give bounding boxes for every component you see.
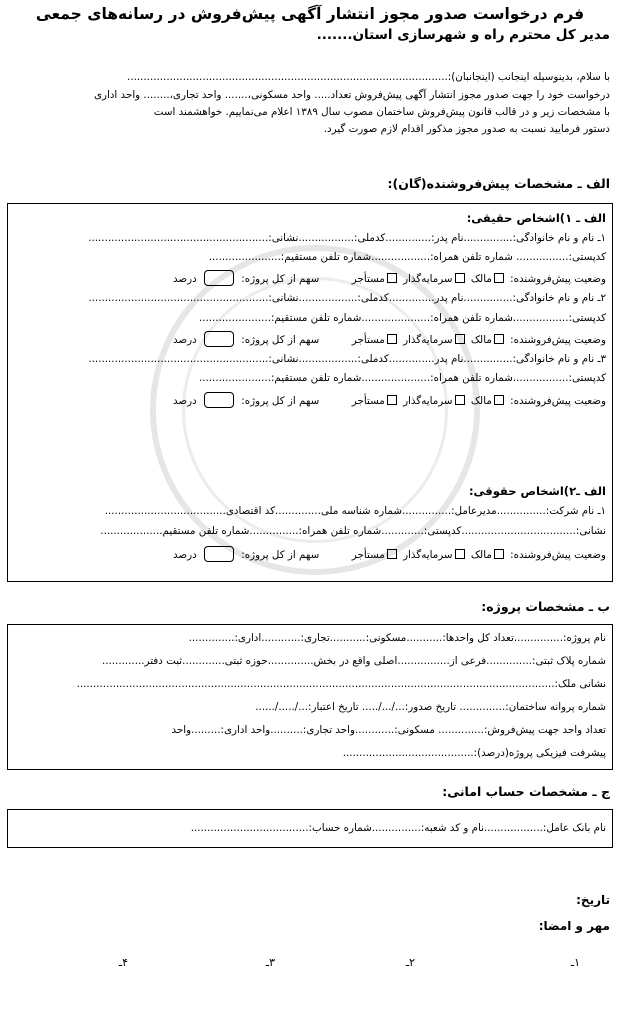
section-c-box xyxy=(7,809,613,848)
intro-line-3: با مشخصات زیر و در قالب قانون پیش‌فروش ساختمان مصوب سال ۱۳۸۹ اعلام می‌نماییم. خواهشمند است xyxy=(153,106,610,118)
share-percent-box[interactable] xyxy=(204,270,234,286)
legal-line-1: ۱ـ نام شرکت:...............مدیرعامل:...............شماره شناسه ملی..............کد اقتصادی..................................... xyxy=(104,505,606,517)
checkbox-owner[interactable] xyxy=(494,334,504,344)
signature-slot-2: ۲ـ xyxy=(405,956,415,969)
checkbox-owner[interactable] xyxy=(494,395,504,405)
addressee: مدیر کل محترم راه و شهرسازی استان....... xyxy=(316,27,610,43)
person-2-name-line: ۲ـ نام و نام خانوادگی:...............نام پدر..............کدملی:..................نشانی:....................................................... xyxy=(88,292,606,304)
project-line-2: شماره پلاک ثبتی:..............فرعی از................اصلی واقع در بخش..............حوزه ثبتی.............ثبت دفتر............. xyxy=(101,655,606,667)
section-c-heading: ج ـ مشخصات حساب امانی: xyxy=(442,784,610,799)
person-3-status-row: وضعیت پیش‌فروشنده: مالک سرمایه‌گذار مستأجر سهم از کل پروژه: درصد xyxy=(173,392,606,408)
intro-line-2: درخواست خود را جهت صدور مجوز انتشار آگهی پیش‌فروش تعداد..... واحد مسکونی،....... واحد تجاری،........ واحد اداری xyxy=(93,89,610,101)
checkbox-investor[interactable] xyxy=(455,549,465,559)
section-b-heading: ب ـ مشخصات پروژه: xyxy=(481,599,610,614)
project-line-4: شماره پروانه ساختمان:.............. تاریخ صدور:.../.../..... تاریخ اعتبار:.../...../...... xyxy=(255,701,606,713)
intro-line-4: دستور فرمایید نسبت به صدور مجوز مذکور اقدام لازم صورت گیرد. xyxy=(323,123,610,135)
project-line-3: نشانی ملک:.................................................................................................................................................. xyxy=(76,678,606,690)
signature-slot-3: ۳ـ xyxy=(265,956,275,969)
person-3-postal-line: کدپستی:.................شماره تلفن همراه:.....................شماره تلفن مستقیم:...................... xyxy=(198,372,606,384)
person-2-postal-line: کدپستی:.................شماره تلفن همراه:.....................شماره تلفن مستقیم:...................... xyxy=(198,312,606,324)
checkbox-tenant[interactable] xyxy=(387,395,397,405)
project-line-1: نام پروژه:...............تعداد کل واحدها:...........مسکونی:...........تجاری:............اداری:.............. xyxy=(188,632,606,644)
signature-slot-1: ۱ـ xyxy=(570,956,580,969)
project-line-5: تعداد واحد جهت پیش‌فروش:.............. مسکونی:............واحد تجاری:..........واحد اداری:.........واحد xyxy=(171,724,606,736)
person-1-name-line: ۱ـ نام و نام خانوادگی:...............نام پدر:..............کدملی:.................نشانی:....................................................... xyxy=(88,232,606,244)
signature-slot-4: ۴ـ xyxy=(118,956,128,969)
person-1-status-row: وضعیت پیش‌فروشنده: مالک سرمایه‌گذار مستأجر سهم از کل پروژه: درصد xyxy=(173,270,606,286)
person-2-status-row: وضعیت پیش‌فروشنده: مالک سرمایه‌گذار مستأجر سهم از کل پروژه: درصد xyxy=(173,331,606,347)
share-percent-box[interactable] xyxy=(204,392,234,408)
section-b-box xyxy=(7,624,613,770)
account-line: نام بانک عامل:..................نام و کد شعبه:...............شماره حساب:.................................... xyxy=(190,822,606,834)
project-line-6: پیشرفت فیزیکی پروژه(درصد):........................................ xyxy=(342,747,606,759)
date-label: تاریخ: xyxy=(576,893,610,907)
checkbox-owner[interactable] xyxy=(494,273,504,283)
person-1-postal-line: کدپستی:................ شماره تلفن همراه:..................شماره تلفن مستقیم:...................... xyxy=(208,251,606,263)
checkbox-tenant[interactable] xyxy=(387,273,397,283)
section-a-heading: الف ـ مشخصات پیش‌فروشنده(گان): xyxy=(387,176,610,191)
natural-persons-heading: الف ـ ۱)اشخاص حقیقی: xyxy=(466,211,606,225)
checkbox-tenant[interactable] xyxy=(387,549,397,559)
checkbox-investor[interactable] xyxy=(455,334,465,344)
checkbox-investor[interactable] xyxy=(455,273,465,283)
form-title: فرم درخواست صدور مجوز انتشار آگهی پیش‌فروش در رسانه‌های جمعی xyxy=(35,5,585,23)
person-3-name-line: ۳ـ نام و نام خانوادگی:...............نام پدر..............کدملی:..................نشانی:....................................................... xyxy=(88,353,606,365)
legal-status-row: وضعیت پیش‌فروشنده: مالک سرمایه‌گذار مستأجر سهم از کل پروژه: درصد xyxy=(173,546,606,562)
legal-persons-heading: الف ـ۲)اشخاص حقوقی: xyxy=(468,484,606,498)
section-a-box xyxy=(7,203,613,582)
checkbox-owner[interactable] xyxy=(494,549,504,559)
checkbox-investor[interactable] xyxy=(455,395,465,405)
intro-line-1: با سلام، بدینوسیله اینجانب (اینجانبان):.................................................................................................. xyxy=(127,71,610,83)
checkbox-tenant[interactable] xyxy=(387,334,397,344)
share-percent-box[interactable] xyxy=(204,331,234,347)
legal-line-2: نشانی:...................................کدپستی:.............شماره تلفن همراه:...............شماره تلفن مستقیم................... xyxy=(100,525,606,537)
seal-signature-label: مهر و امضا: xyxy=(538,919,610,933)
share-percent-box[interactable] xyxy=(204,546,234,562)
